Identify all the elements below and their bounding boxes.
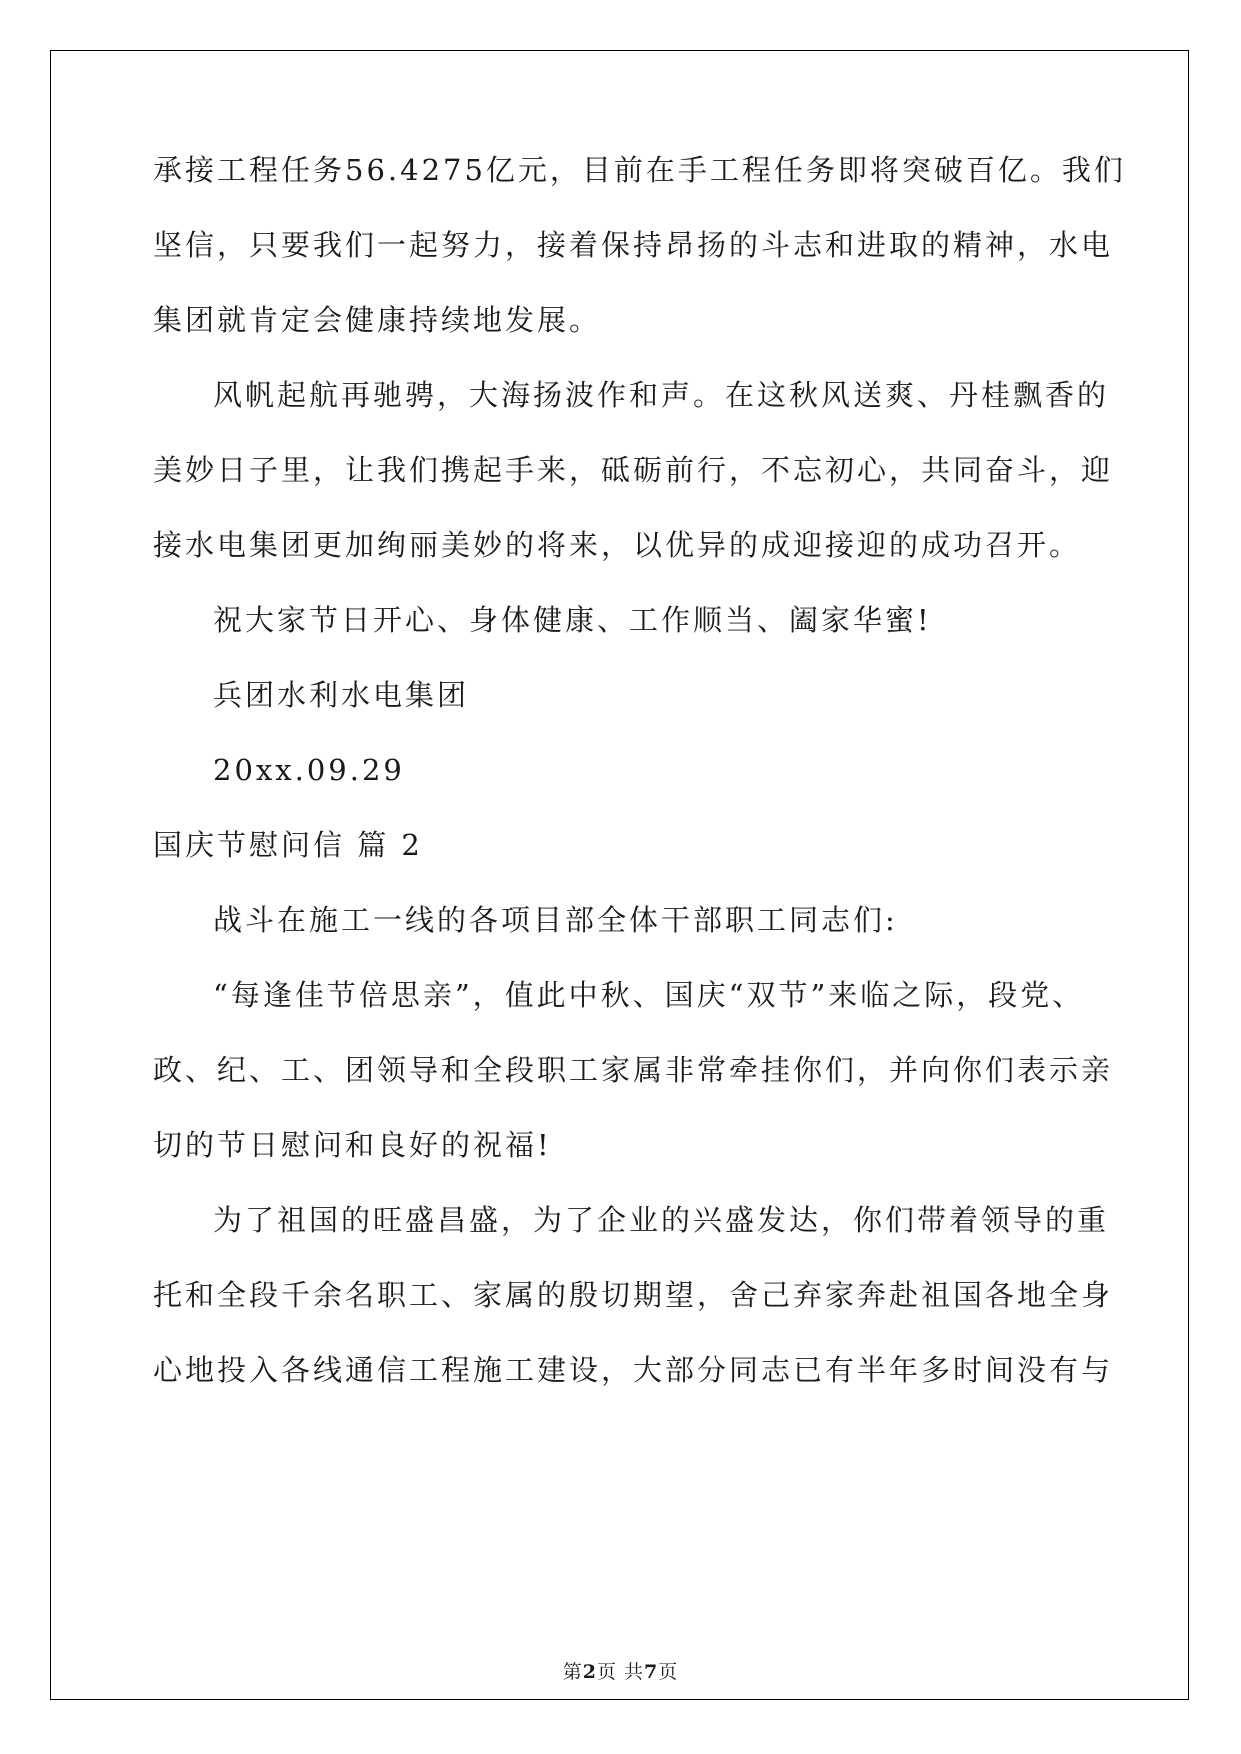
current-page-number: 2	[582, 1661, 597, 1683]
body-line: 政、纪、工、团领导和全段职工家属非常牵挂你们，并向你们表示亲	[153, 1053, 1114, 1087]
paragraph-first-line: 为了祖国的旺盛昌盛，为了企业的兴盛发达，你们带着领导的重	[213, 1203, 1110, 1237]
footer-prefix: 第	[562, 1661, 583, 1683]
salutation: 战斗在施工一线的各项目部全体干部职工同志们:	[213, 903, 898, 937]
body-line: 托和全段千余名职工、家属的殷切期望，舍己弃家奔赴祖国各地全身	[153, 1278, 1114, 1312]
total-pages-number: 7	[644, 1661, 659, 1683]
body-line: 坚信，只要我们一起努力，接着保持昂扬的斗志和进取的精神，水电	[153, 228, 1114, 262]
body-line: 接水电集团更加绚丽美妙的将来，以优异的成迎接迎的成功召开。	[153, 528, 1082, 562]
section-heading: 国庆节慰问信 篇 2	[153, 828, 423, 862]
paragraph-first-line: 风帆起航再驰骋，大海扬波作和声。在这秋风送爽、丹桂飘香的	[213, 378, 1110, 412]
footer-suffix: 页	[658, 1661, 679, 1683]
footer-middle: 页 共	[596, 1661, 645, 1683]
body-line: 美妙日子里，让我们携起手来，砥砺前行，不忘初心，共同奋斗，迎	[153, 453, 1114, 487]
closing-wish: 祝大家节日开心、身体健康、工作顺当、阖家华蜜!	[213, 603, 932, 637]
body-line: 集团就肯定会健康持续地发展。	[153, 303, 602, 337]
page-border	[50, 50, 1189, 1700]
signature-organization: 兵团水利水电集团	[213, 678, 470, 712]
body-line: 心地投入各线通信工程施工建设，大部分同志已有半年多时间没有与	[153, 1353, 1114, 1387]
body-line: 承接工程任务56.4275亿元，目前在手工程任务即将突破百亿。我们	[153, 153, 1126, 187]
signature-date: 20xx.09.29	[213, 753, 405, 787]
page-footer	[0, 1660, 1241, 1684]
body-line: 切的节日慰问和良好的祝福!	[153, 1128, 552, 1162]
paragraph-first-line: “每逢佳节倍思亲”，值此中秋、国庆“双节”来临之际，段党、	[213, 978, 1085, 1012]
